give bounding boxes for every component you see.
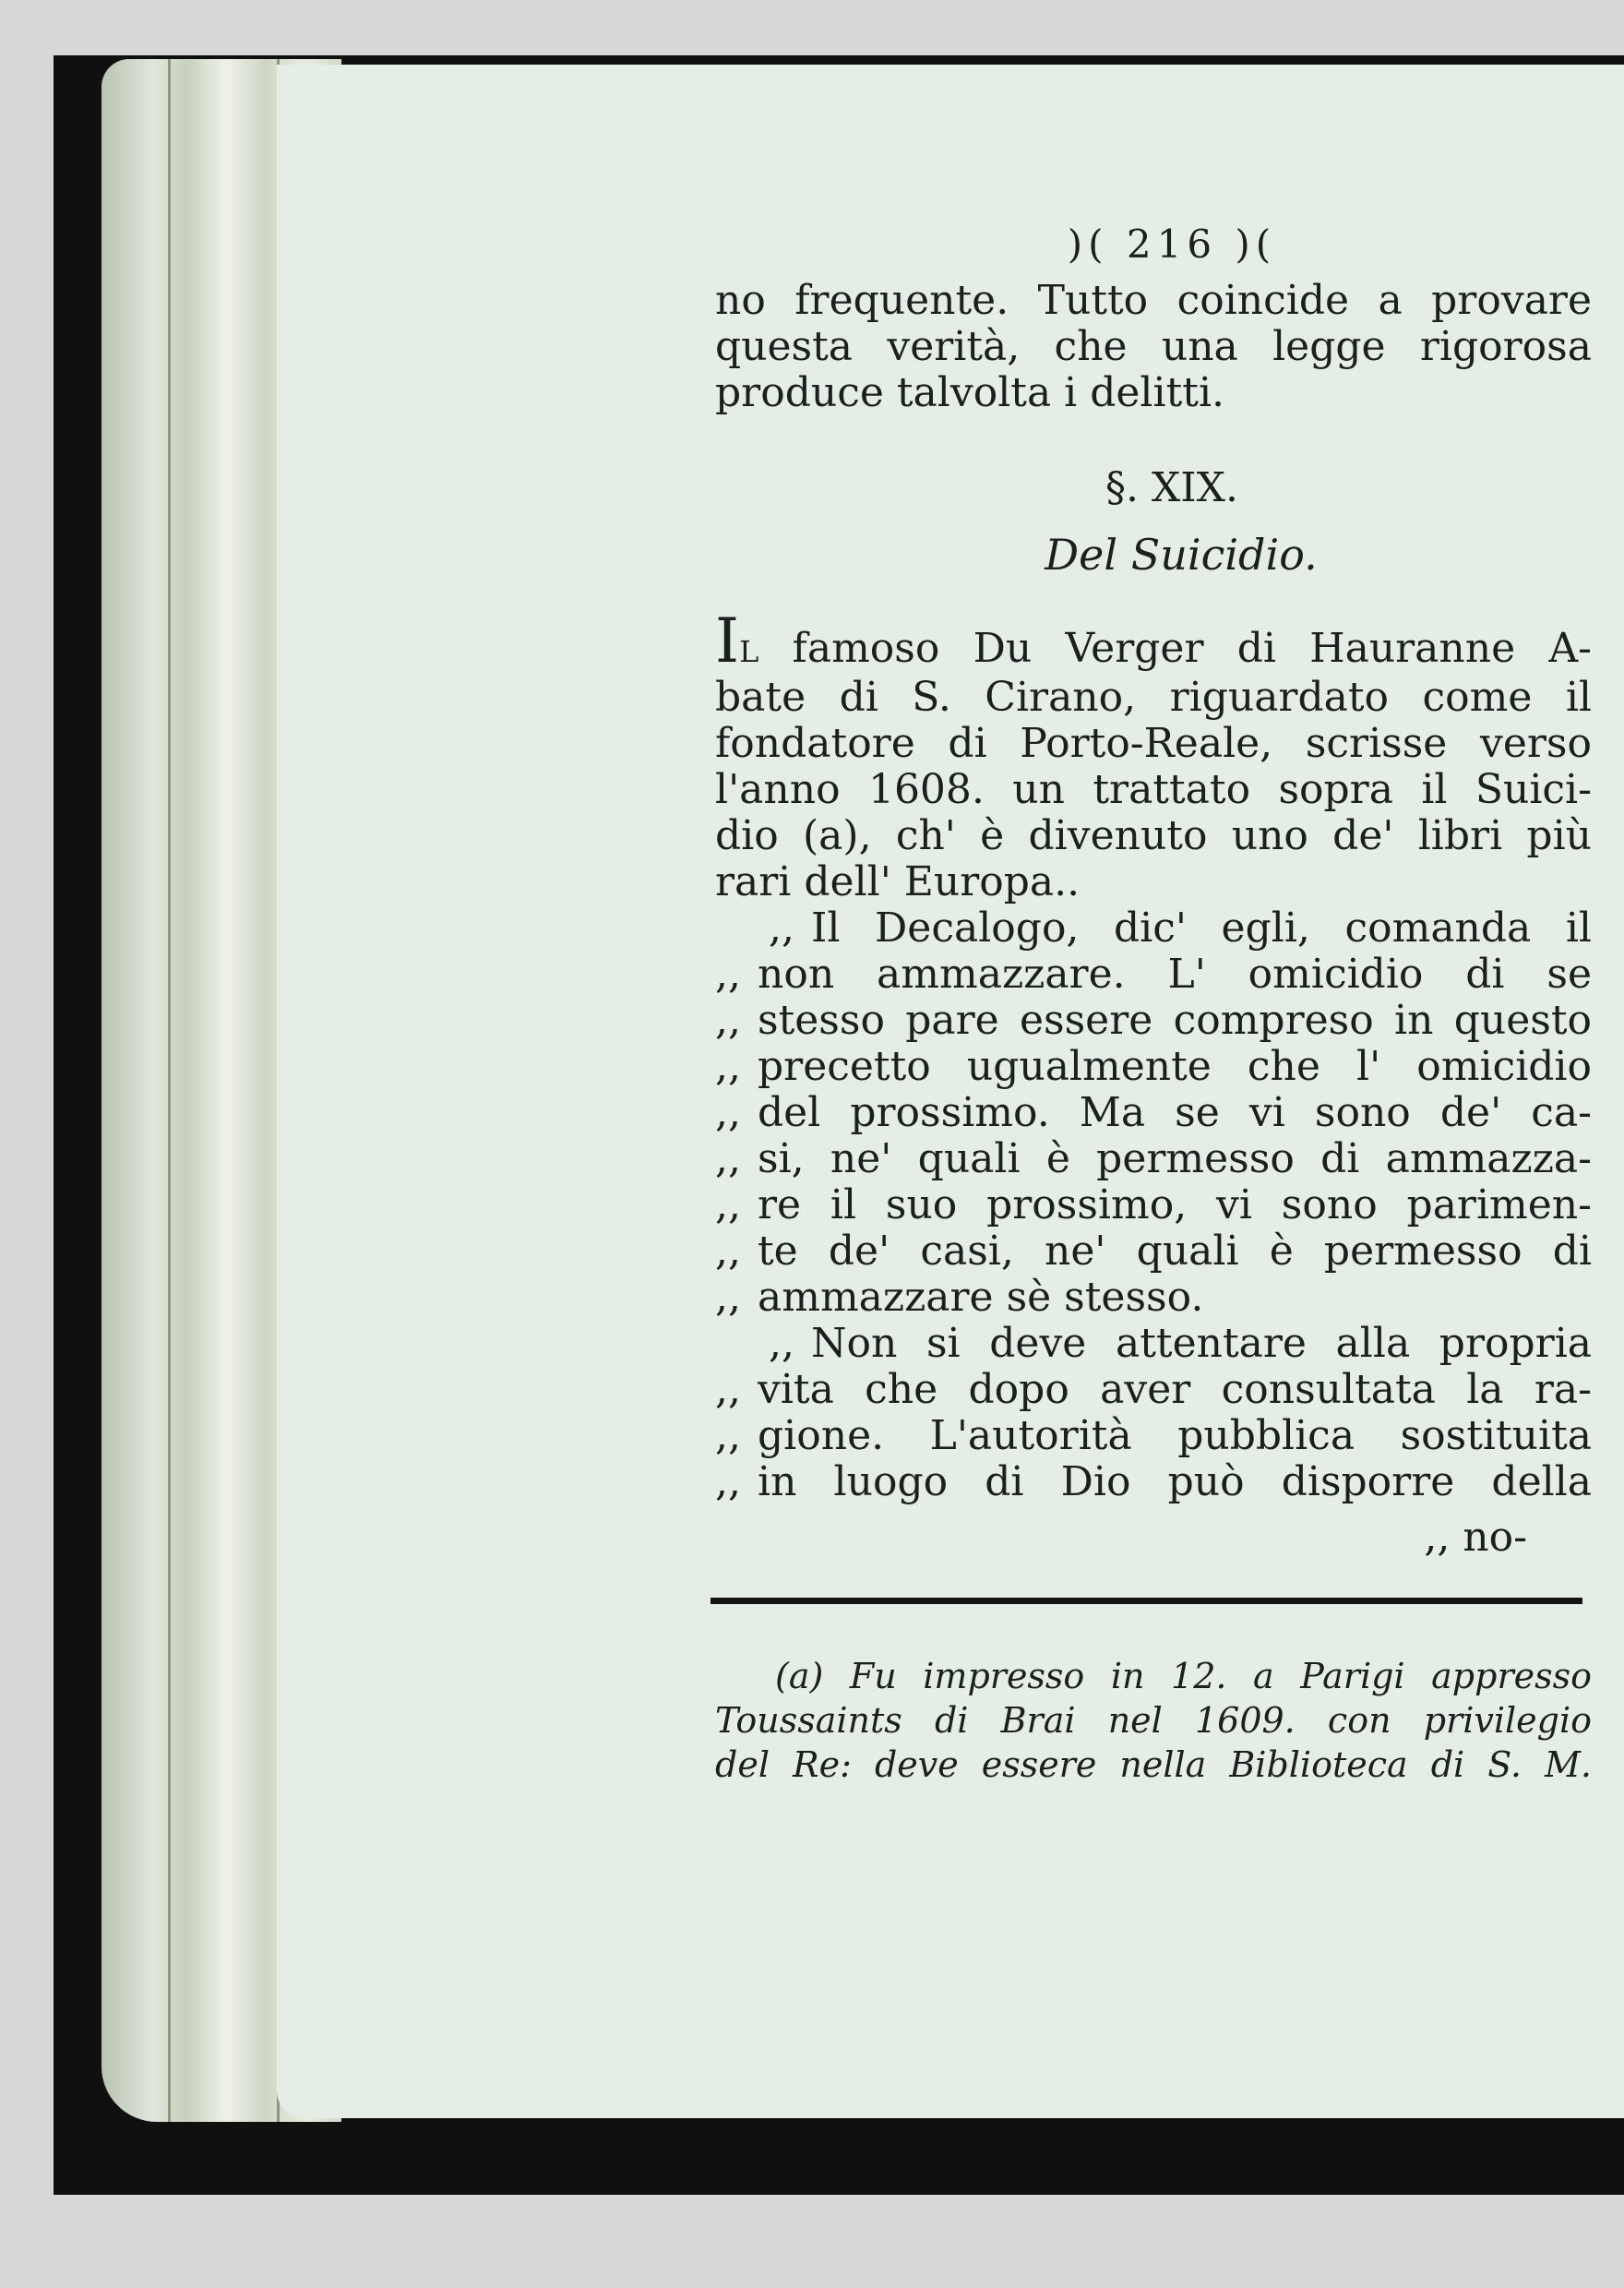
page-text	[715, 222, 1592, 1787]
quote-line	[715, 1136, 1592, 1182]
footnote-line: Toussaints di Brai nel 1609. con privilegio	[715, 1700, 1592, 1741]
quotation-2	[715, 1321, 1592, 1505]
small-cap: L	[739, 634, 759, 669]
footnote-rule	[710, 1598, 1582, 1604]
quote-text: re il suo prossimo, vi sono parimen-	[758, 1181, 1592, 1228]
section-number: §. XIX.	[1105, 464, 1238, 511]
quote-line	[715, 1459, 1592, 1505]
text-line: rari dell' Europa..	[715, 858, 1081, 905]
quote-mark: ,,	[715, 1043, 741, 1090]
quote-line	[715, 905, 1592, 952]
quote-line	[715, 1413, 1592, 1459]
quote-mark: ,,	[715, 1458, 741, 1505]
section-title: Del Suicidio.	[1045, 530, 1318, 580]
quote-line	[715, 1044, 1592, 1090]
quote-line	[715, 1321, 1592, 1367]
quote-line	[715, 1228, 1592, 1275]
quote-line	[715, 1182, 1592, 1228]
quote-text: gione. L'autorità pubblica sostituita	[758, 1412, 1592, 1459]
quote-text: Il Decalogo, dic' egli, comanda il	[811, 904, 1592, 952]
quote-line	[715, 998, 1592, 1044]
text-line: l'anno 1608. un trattato sopra il Suici-	[715, 766, 1592, 813]
quote-text: precetto ugualmente che l' omicidio	[758, 1043, 1592, 1090]
quote-line	[715, 1090, 1592, 1136]
text-line: no frequente. Tutto coincide a provare	[715, 277, 1592, 324]
text-line: fondatore di Porto-Reale, scrisse verso	[715, 720, 1592, 767]
quote-text: vita che dopo aver consultata la ra-	[758, 1366, 1592, 1413]
footnote	[715, 1654, 1592, 1787]
paragraph-1	[715, 605, 1592, 905]
quote-text: Non si deve attentare alla propria	[811, 1320, 1592, 1367]
text-line: questa verità, che una legge rigorosa	[715, 323, 1592, 370]
drop-cap: I	[715, 605, 740, 677]
text-line-rest: famoso Du Verger di Hauranne A-	[758, 625, 1592, 672]
quote-mark: ,,	[769, 1320, 794, 1367]
quote-text: del prossimo. Ma se vi sono de' ca-	[758, 1089, 1592, 1136]
footnote-line: del Re: deve essere nella Biblioteca di S. M.	[715, 1744, 1592, 1785]
quote-line	[715, 1275, 1592, 1321]
quote-mark: ,,	[715, 1366, 741, 1413]
quote-mark: ,,	[715, 1181, 741, 1228]
quote-mark: ,,	[715, 1274, 741, 1321]
quote-text: in luogo di Dio può disporre della	[758, 1458, 1592, 1505]
quote-mark: ,,	[769, 904, 794, 952]
text-line: dio (a), ch' è divenuto uno de' libri più	[715, 812, 1592, 859]
intro-paragraph	[715, 278, 1592, 416]
text-line	[715, 605, 1592, 677]
quote-mark: ,,	[715, 951, 741, 998]
quote-text: stesso pare essere compreso in questo	[758, 997, 1592, 1044]
page-number-header: )( 216 )(	[1067, 222, 1277, 267]
quote-line	[715, 952, 1592, 998]
quote-text: te de' casi, ne' quali è permesso di	[758, 1228, 1592, 1275]
quote-text: si, ne' quali è permesso di ammazza-	[758, 1135, 1592, 1182]
text-line: bate di S. Cirano, riguardato come il	[715, 674, 1592, 721]
quote-mark: ,,	[715, 1228, 741, 1275]
catchword: ,, no-	[1424, 1514, 1527, 1561]
quote-text: ammazzare sè stesso.	[758, 1274, 1204, 1321]
quote-mark: ,,	[715, 1412, 741, 1459]
quote-mark: ,,	[715, 1089, 741, 1136]
footnote-line: (a) Fu impresso in 12. a Parigi appresso	[775, 1656, 1592, 1696]
quote-mark: ,,	[715, 1135, 741, 1182]
quote-text: non ammazzare. L' omicidio di se	[758, 951, 1592, 998]
quote-mark: ,,	[715, 997, 741, 1044]
quote-line	[715, 1367, 1592, 1413]
quotation-1	[715, 905, 1592, 1321]
text-line: produce talvolta i delitti.	[715, 369, 1224, 416]
